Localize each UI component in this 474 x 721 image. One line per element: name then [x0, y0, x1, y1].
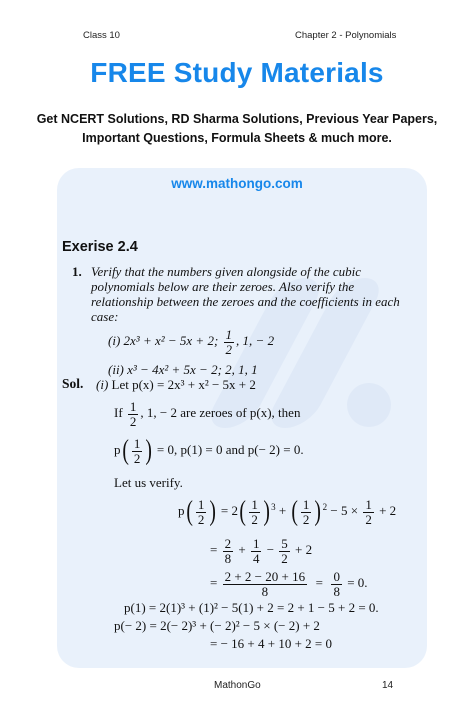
solution-verify: Let us verify. — [114, 475, 183, 490]
part-i-label: (i) — [108, 333, 121, 349]
solution-if-line: If $\frac{1}{2}$ , 1, − 2 are zeroes of p(x), then — [114, 399, 301, 429]
solution-label: Sol. — [62, 376, 84, 391]
part-ii-label: (ii) — [108, 362, 124, 377]
banner-line-2: Important Questions, Formula Sheets & much more. — [82, 131, 392, 145]
solution-p-half-line: p( $\frac{1}{2}$ ) = 0, p(1) = 0 and p(− 2) = 0. — [114, 435, 304, 467]
question-line-4: case: — [91, 309, 119, 324]
question-line-2: polynomials below are their zeroes. Also verify the — [91, 279, 355, 294]
part-i-rest: , 1, − 2 — [236, 333, 275, 349]
question-line-1: Verify that the numbers given alongside of the cubic — [91, 264, 362, 279]
part-i — [108, 328, 274, 356]
header-class: Class 10 — [83, 30, 120, 41]
site-link[interactable]: www.mathongo.com — [171, 176, 303, 191]
question-number: 1. — [72, 264, 82, 279]
solution-row-3: = $\frac{2 + 2 - 20 + 16}{8}$ = $\frac{0}{8}$ = 0. — [210, 569, 368, 599]
solution-pm2: p(− 2) = 2(− 2)³ + (− 2)² − 5 × (− 2) + 2 — [114, 618, 320, 633]
footer-brand: MathonGo — [214, 680, 261, 691]
fraction-one-half: $\frac{1}{2}$ — [129, 399, 137, 429]
solution-row-2: = $\frac{2}{8}$ + $\frac{1}{4}$ − $\frac{5}{2}$ + 2 — [210, 536, 313, 566]
header-chapter: Chapter 2 - Polynomials — [295, 30, 397, 41]
fraction-one-half: $\frac{1}{2}$ — [225, 327, 233, 357]
solution-row-1: p( $\frac{1}{2}$ ) = 2( $\frac{1}{2}$ )$^3$ + ( $\frac{1}{2}$ )$^2$ − 5 × $\frac{1}{2}$ + 2 — [178, 496, 397, 528]
question-line-3: relationship between the zeroes and the coefficients in each — [91, 294, 400, 309]
exercise-heading: Exerise 2.4 — [62, 239, 138, 255]
banner-title: FREE Study Materials — [90, 57, 384, 88]
solution-pm2-result: = − 16 + 4 + 10 + 2 = 0 — [210, 636, 332, 651]
solution-p1: p(1) = 2(1)³ + (1)² − 5(1) + 2 = 2 + 1 − 5 + 2 = 0. — [124, 600, 379, 615]
part-ii — [108, 362, 258, 378]
watermark-dot — [347, 383, 391, 427]
page-number: 14 — [382, 680, 394, 691]
solution-let: (i) Let p(x) = 2x³ + x² − 5x + 2 — [96, 377, 256, 392]
banner-line-1: Get NCERT Solutions, RD Sharma Solutions, Previous Year Papers, — [36, 112, 438, 126]
part-i-poly: 2x³ + x² − 5x + 2; — [123, 333, 219, 349]
part-ii-text: x³ − 4x² + 5x − 2; 2, 1, 1 — [127, 362, 258, 377]
